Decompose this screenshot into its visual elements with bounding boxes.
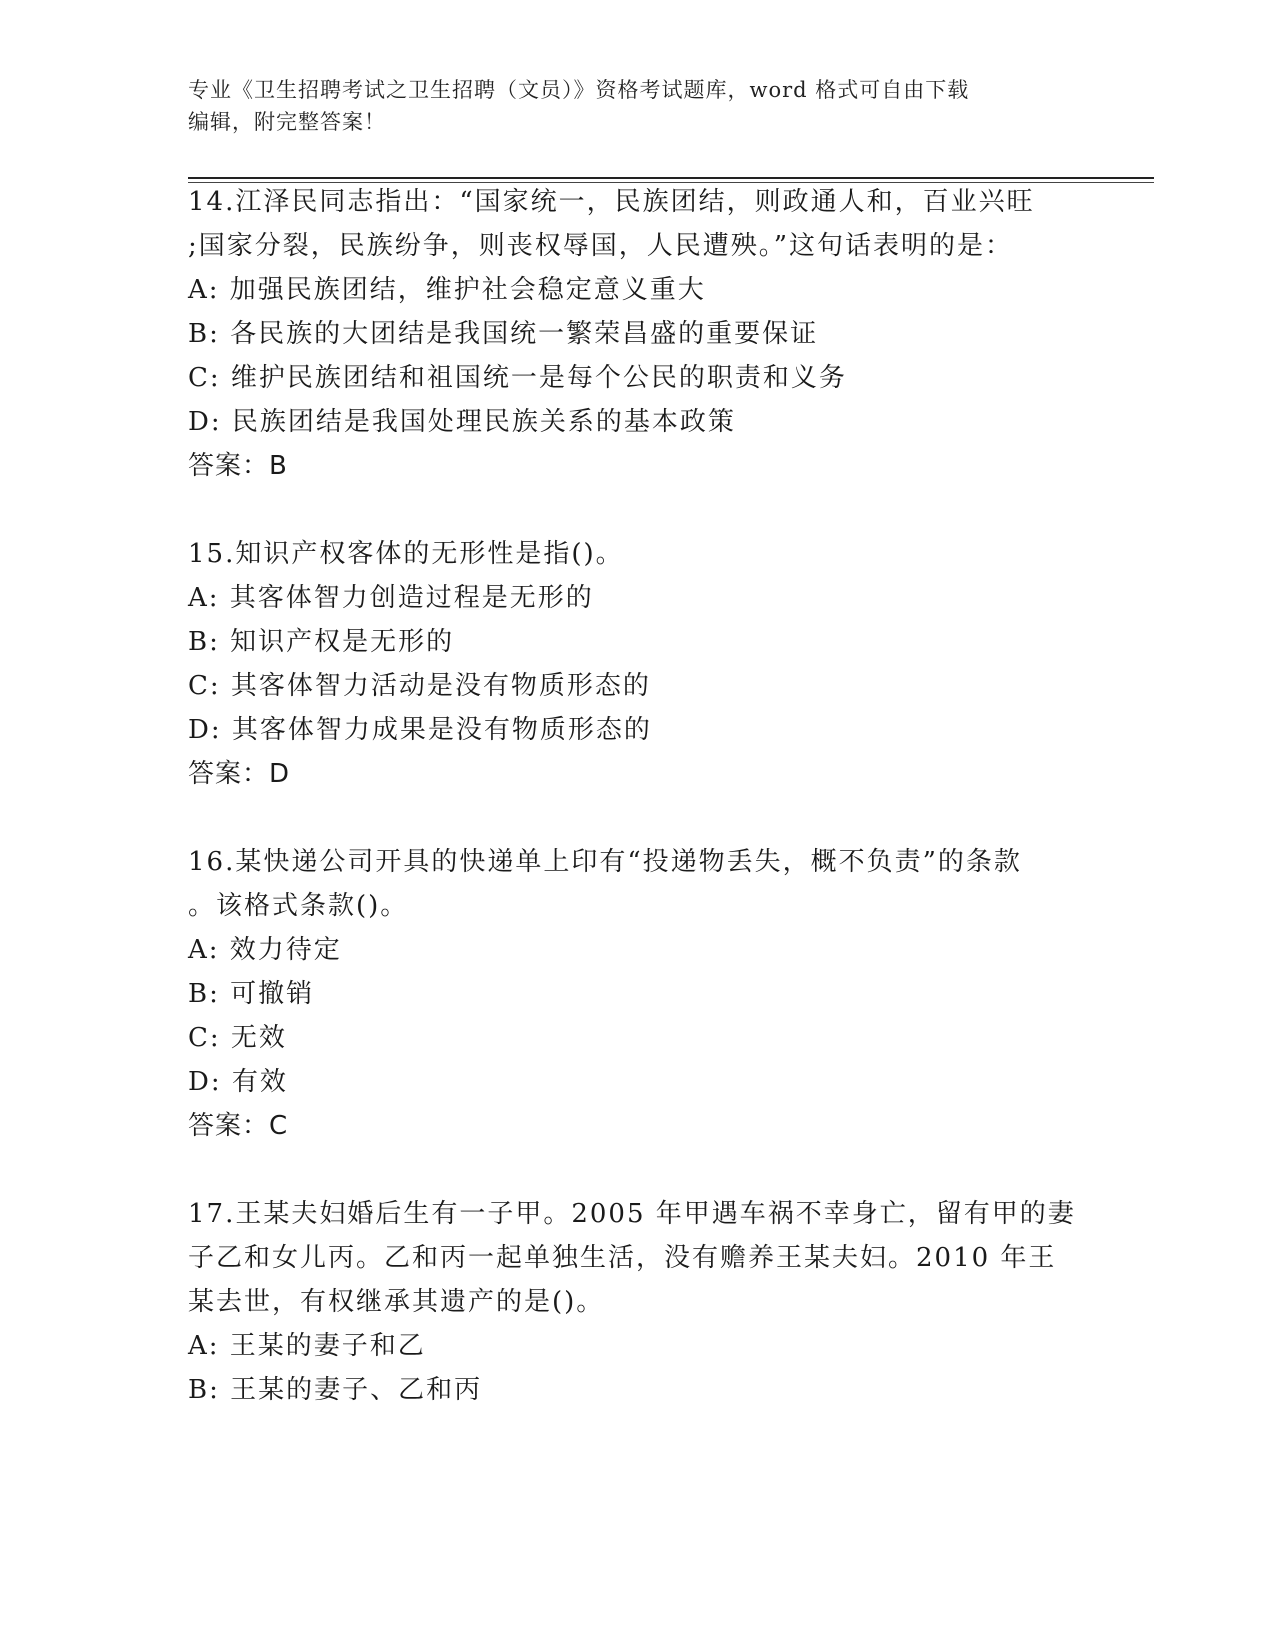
answer-line: 答案：C [188, 1111, 289, 1141]
answer-line: 答案：D [188, 759, 291, 789]
question-stem-line: 16.某快递公司开具的快递单上印有“投递物丢失，概不负责”的条款 [188, 847, 1022, 877]
option-b: B: 可撤销 [188, 979, 315, 1009]
question-stem-line: ;国家分裂，民族纷争，则丧权辱国，人民遭殃。”这句话表明的是： [188, 231, 1014, 261]
header-line-2: 编辑，附完整答案！ [188, 110, 386, 134]
option-d: D: 有效 [188, 1067, 288, 1097]
option-a: A: 效力待定 [188, 935, 342, 965]
option-b: B: 知识产权是无形的 [188, 627, 455, 657]
option-c: C: 无效 [188, 1023, 287, 1053]
question-stem-line: 子乙和女儿丙。乙和丙一起单独生活，没有赡养王某夫妇。2010 年王 [188, 1243, 1057, 1273]
option-c: C: 维护民族团结和祖国统一是每个公民的职责和义务 [188, 363, 847, 393]
option-b: B: 王某的妻子、乙和丙 [188, 1375, 483, 1405]
option-c: C: 其客体智力活动是没有物质形态的 [188, 671, 651, 701]
document-header [188, 74, 1088, 138]
option-a: A: 加强民族团结，维护社会稳定意义重大 [188, 275, 706, 305]
option-d: D: 民族团结是我国处理民族关系的基本政策 [188, 407, 736, 437]
option-a: A: 其客体智力创造过程是无形的 [188, 583, 594, 613]
question-stem-line: 17.王某夫妇婚后生有一子甲。2005 年甲遇车祸不幸身亡，留有甲的妻 [188, 1199, 1076, 1229]
option-b: B: 各民族的大团结是我国统一繁荣昌盛的重要保证 [188, 319, 819, 349]
header-divider-thin [188, 182, 1154, 183]
question-stem-line: 某去世，有权继承其遗产的是()。 [188, 1287, 605, 1317]
question-stem-line: 。该格式条款()。 [188, 891, 409, 921]
question-stem-line: 14.江泽民同志指出：“国家统一，民族团结，则政通人和，百业兴旺 [188, 187, 1035, 217]
option-a: A: 王某的妻子和乙 [188, 1331, 426, 1361]
answer-line: 答案：B [188, 451, 288, 481]
option-d: D: 其客体智力成果是没有物质形态的 [188, 715, 652, 745]
header-line-1: 专业《卫生招聘考试之卫生招聘（文员）》资格考试题库，word 格式可自由下载 [188, 78, 970, 102]
question-stem-line: 15.知识产权客体的无形性是指()。 [188, 539, 624, 569]
header-divider-thick [188, 177, 1154, 179]
